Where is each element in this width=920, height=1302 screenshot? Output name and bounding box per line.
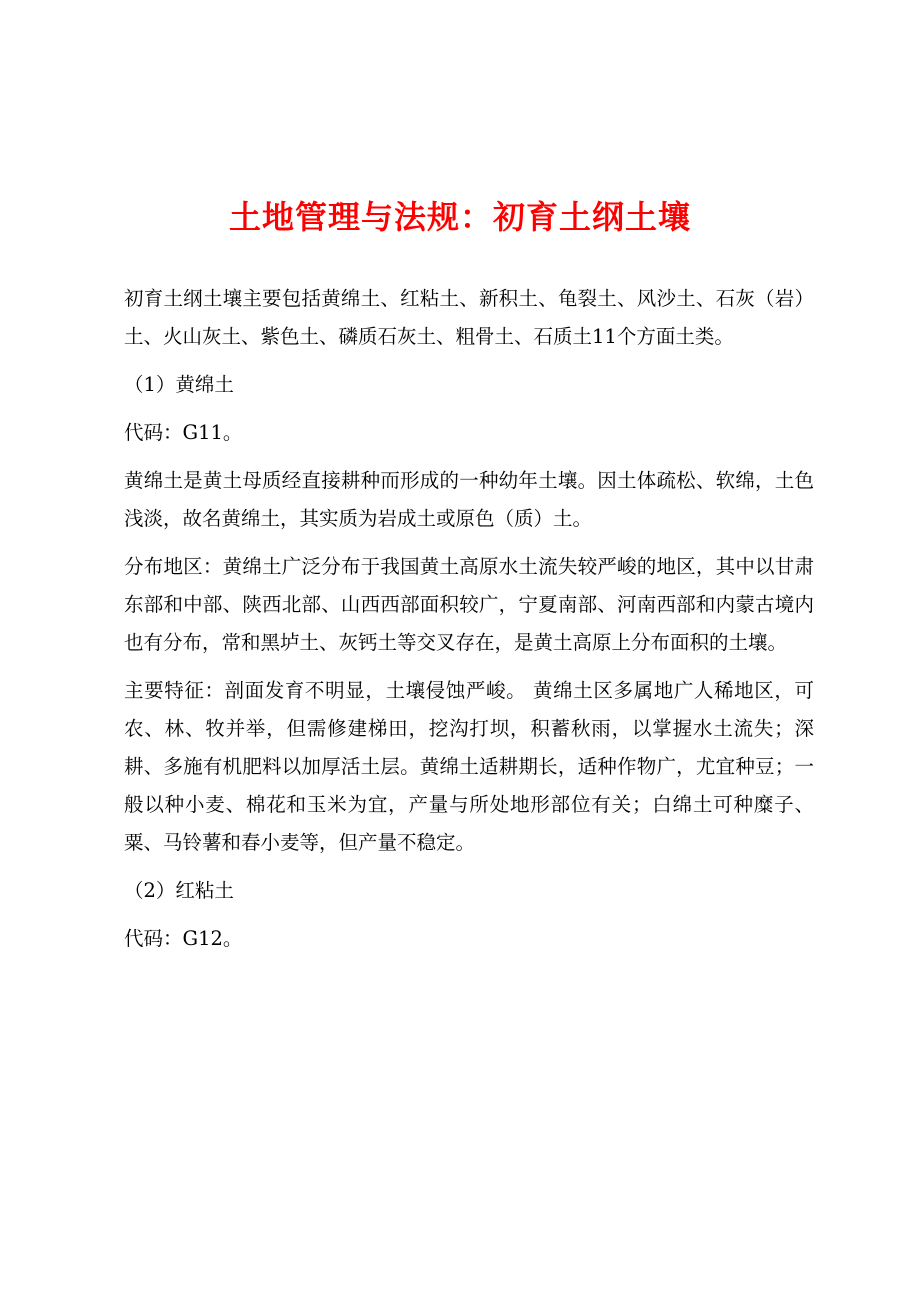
paragraph-intro: 初育土纲土壤主要包括黄绵土、红粘土、新积土、龟裂土、风沙土、石灰（岩）土、火山灰土、紫色土、磷质石灰土、粗骨土、石质土11个方面土类。 [124, 287, 814, 348]
paragraph-distribution: 分布地区：黄绵土广泛分布于我国黄土高原水土流失较严峻的地区，其中以甘肃东部和中部、陕西北部、山西西部面积较广，宁夏南部、河南西部和内蒙古境内也有分布，常和黑垆土、灰钙土等交叉存在，是黄土高原上分布面积的土壤。 [124, 555, 814, 654]
paragraph-features: 主要特征：剖面发育不明显，土壤侵蚀严峻。 黄绵土区多属地广人稀地区，可农、林、牧并举，但需修建梯田，挖沟打坝，积蓄秋雨，以掌握水土流失；深耕、多施有机肥料以加厚活土层。黄绵土适耕期长，适种作物广，尤宜种豆；一般以种小麦、棉花和玉米为宜，产量与所处地形部位有关；白绵土可种糜子、粟、马铃薯和春小麦等，但产量不稳定。 [124, 679, 814, 854]
document-body [124, 280, 814, 968]
document-title: 土地管理与法规：初育土纲土壤 [228, 198, 691, 236]
paragraph-code-g11: 代码：G11。 [124, 421, 243, 444]
section-heading-huangmian: （1）黄绵土 [124, 373, 234, 396]
paragraph-code-g12: 代码：G12。 [124, 927, 243, 950]
section-heading-hongnian: （2）红粘土 [124, 879, 234, 902]
paragraph-definition: 黄绵土是黄土母质经直接耕种而形成的一种幼年土壤。因土体疏松、软绵，土色浅淡，故名黄绵土，其实质为岩成土或原色（质）土。 [124, 469, 814, 530]
